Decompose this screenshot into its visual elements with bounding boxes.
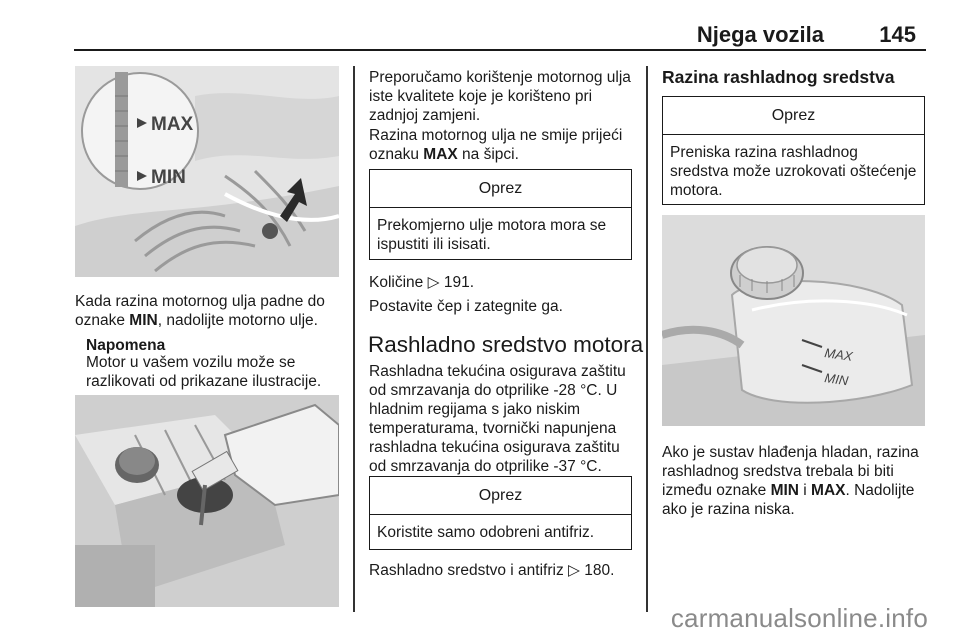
antifreeze-reference: Rashladno sredstvo i antifriz ▷ 180. — [369, 562, 615, 579]
caution-text: Koristite samo odobreni antifriz. — [377, 524, 595, 541]
caution-title: Oprez — [370, 477, 631, 515]
tank-min-label: MIN — [823, 370, 850, 389]
column-divider-2 — [646, 66, 648, 612]
oil-filling-illustration — [75, 395, 339, 607]
caution-text: Prekomjerno ulje motora mora se ispustiti ili isisati. — [377, 217, 607, 253]
oil-max-paragraph: Razina motornog ulja ne smije prijeći oznaku MAX na šipci. — [369, 127, 623, 163]
oil-quality-paragraph: Preporučamo korištenje motornog ulja iste kvalitete koje je korišteno pri zadnjoj zamjeni. — [369, 69, 631, 124]
coolant-level-paragraph: Ako je sustav hlađenja hladan, razina rashladnog sredstva trebala bi biti između oznake MIN i MAX. Nadolijte ako je razina niska. — [662, 444, 919, 518]
note-title: Napomena — [86, 337, 166, 354]
page-reference-icon: ▷ — [568, 562, 580, 579]
quantities-reference: Količine ▷ 191. — [369, 274, 474, 291]
coolant-tank-illustration — [662, 215, 925, 426]
oil-level-paragraph: Kada razina motornog ulja padne do oznake MIN, nadolijte motorno ulje. — [75, 293, 325, 329]
dip-min-label: MIN — [151, 167, 186, 188]
note-text: Motor u vašem vozilu može se razlikovati od prikazane ilustracije. — [86, 354, 322, 390]
tank-max-label: MAX — [823, 345, 854, 364]
dip-max-label: MAX — [151, 114, 194, 135]
header-rule — [74, 49, 926, 51]
caution-title: Oprez — [370, 170, 631, 208]
section-heading-coolant-level: Razina rashladnog sredstva — [662, 67, 895, 87]
oil-dipstick-illustration — [75, 66, 339, 277]
page-number: 145 — [879, 22, 916, 47]
caution-box-coolant — [662, 96, 925, 205]
page-reference-icon: ▷ — [427, 274, 440, 291]
column-divider-1 — [353, 66, 355, 612]
section-heading-coolant: Rashladno sredstvo motora — [368, 332, 644, 357]
caution-text: Preniska razina rashladnog sredstva može uzrokovati oštećenje motora. — [670, 144, 917, 199]
watermark: carmanualsonline.info — [670, 603, 928, 633]
coolant-paragraph: Rashladna tekućina osigurava zaštitu od smrzavanja do otprilike -28 °C. U hladnim regijama s jako niskim temperaturama, tvornički napunjena rashladna tekućina osigurava zaštitu od smrzavanja do otprilike -37 °C. — [369, 363, 626, 475]
cap-instruction: Postavite čep i zategnite ga. — [369, 298, 563, 315]
caution-title: Oprez — [663, 97, 924, 135]
caution-box-antifreeze — [369, 476, 632, 550]
running-header: Njega vozila — [696, 22, 824, 47]
caution-box-oil — [369, 169, 632, 260]
